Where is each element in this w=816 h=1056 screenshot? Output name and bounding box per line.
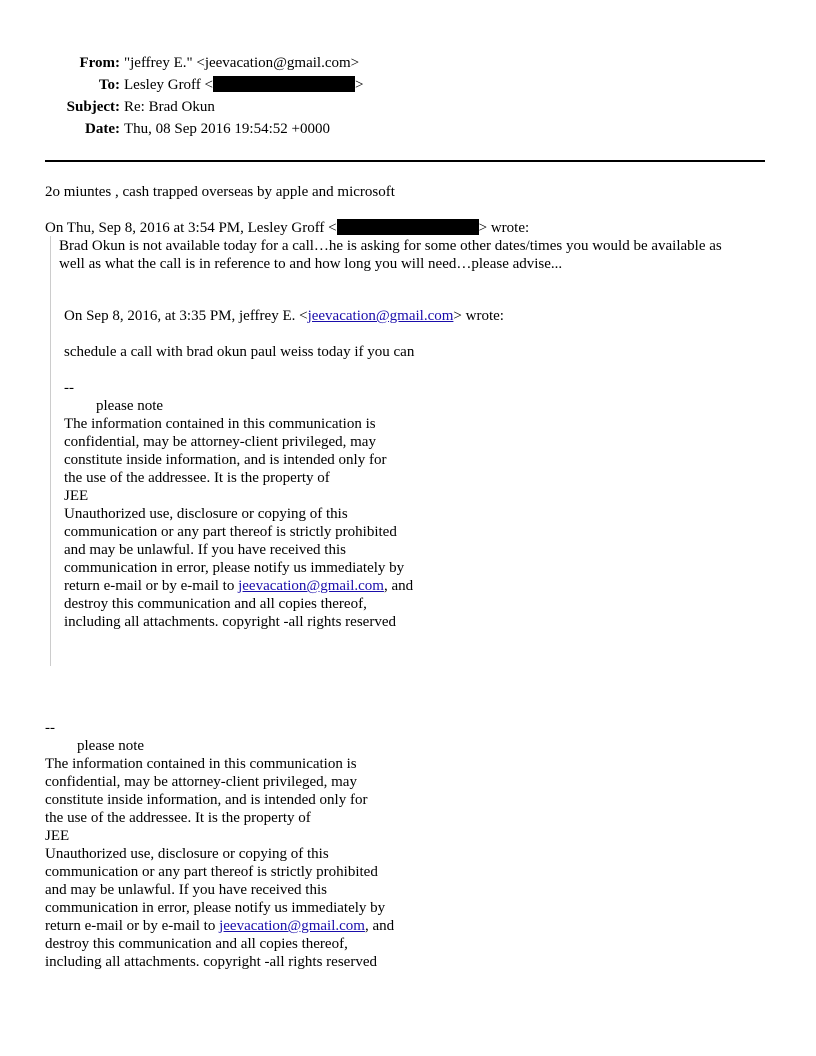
sig-note: please note [77, 738, 145, 754]
to-value-end: > [355, 77, 364, 93]
sig-line: communication in error, please notify us immediately by [45, 900, 386, 916]
sig-email-end: , and [383, 578, 414, 594]
sig-line: the use of the addressee. It is the property of [64, 470, 330, 486]
quote-intro-start: On Thu, Sep 8, 2016 at 3:54 PM, Lesley Groff < [45, 220, 337, 236]
to-label: To: [98, 77, 120, 93]
quote-intro [45, 219, 529, 237]
sig-line: and may be unlawful. If you have received this [64, 542, 346, 558]
sig-line: JEE [45, 828, 70, 844]
quote-line-1: Brad Okun is not available today for a call…he is asking for some other dates/times you would be available as [59, 238, 722, 254]
sig-line: JEE [64, 488, 89, 504]
sig-note: please note [96, 398, 164, 414]
sig-email-end: , and [364, 918, 395, 934]
sig-line: and may be unlawful. If you have received this [45, 882, 327, 898]
to-value-row [124, 74, 363, 96]
sig-dashes: -- [64, 380, 74, 396]
sig-email-line [45, 917, 394, 935]
sig-line: including all attachments. copyright -all rights reserved [45, 954, 377, 970]
redaction-box [213, 76, 355, 92]
sig-line: communication or any part thereof is strictly prohibited [45, 864, 378, 880]
subject-value: Re: Brad Okun [124, 99, 215, 115]
header-divider [45, 160, 765, 162]
sig-line: including all attachments. copyright -all rights reserved [64, 614, 396, 630]
sig-email-start: return e-mail or by e-mail to [64, 578, 239, 594]
inner-quote-intro [64, 307, 504, 325]
quote-line-2: well as what the call is in reference to and how long you will need…please advise... [59, 256, 563, 272]
from-value: "jeffrey E." <jeevacation@gmail.com> [124, 55, 360, 71]
sig-line: the use of the addressee. It is the property of [45, 810, 311, 826]
sig-line: confidential, may be attorney-client privileged, may [45, 774, 357, 790]
sig-line: Unauthorized use, disclosure or copying of this [45, 846, 329, 862]
sig-line: confidential, may be attorney-client privileged, may [64, 434, 376, 450]
sig-line: The information contained in this communication is [45, 756, 357, 772]
subject-label-row [0, 96, 120, 118]
inner-quote-body: schedule a call with brad okun paul weiss today if you can [64, 344, 415, 360]
inner-intro-start: On Sep 8, 2016, at 3:35 PM, jeffrey E. < [64, 308, 308, 324]
quote-intro-end: > wrote: [478, 220, 530, 236]
sig-email-start: return e-mail or by e-mail to [45, 918, 220, 934]
subject-label: Subject: [66, 99, 120, 115]
sig-line: Unauthorized use, disclosure or copying of this [64, 506, 348, 522]
email-link[interactable]: jeevacation@gmail.com [307, 308, 454, 324]
sig-line: communication or any part thereof is strictly prohibited [64, 524, 397, 540]
email-link[interactable]: jeevacation@gmail.com [238, 578, 384, 594]
date-value: Thu, 08 Sep 2016 19:54:52 +0000 [124, 121, 330, 137]
sig-line: constitute inside information, and is intended only for [45, 792, 368, 808]
from-label: From: [79, 55, 120, 71]
from-label-row [0, 52, 120, 74]
sig-line: destroy this communication and all copies thereof, [64, 596, 367, 612]
date-label: Date: [85, 121, 120, 137]
redaction-box [337, 219, 479, 235]
sig-line: constitute inside information, and is intended only for [64, 452, 387, 468]
to-value: Lesley Groff < [124, 77, 213, 93]
sig-dashes: -- [45, 720, 55, 736]
sig-email-line [64, 577, 413, 595]
to-label-row [0, 74, 120, 96]
sig-line: communication in error, please notify us immediately by [64, 560, 405, 576]
inner-intro-end: > wrote: [453, 308, 504, 324]
date-label-row [0, 118, 120, 140]
sig-line: destroy this communication and all copies thereof, [45, 936, 348, 952]
email-link[interactable]: jeevacation@gmail.com [219, 918, 365, 934]
message-body: 2o miuntes , cash trapped overseas by apple and microsoft [45, 184, 395, 200]
sig-line: The information contained in this communication is [64, 416, 376, 432]
quote-bar [50, 236, 51, 666]
